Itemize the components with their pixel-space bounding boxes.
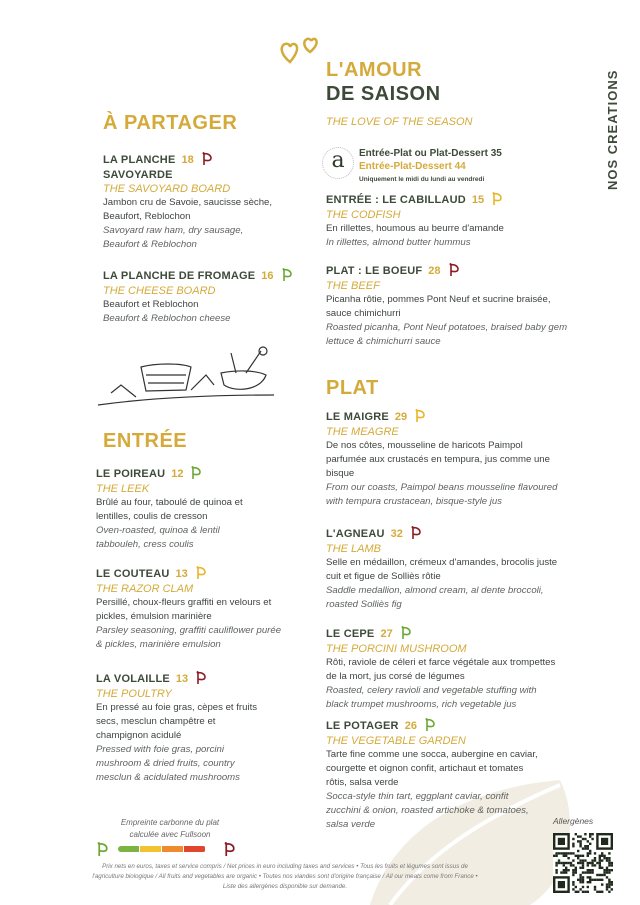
item-title-row xyxy=(96,671,261,687)
item-title-row xyxy=(326,526,566,542)
allergens-qr-code[interactable] xyxy=(553,833,613,893)
item-translation: Savoyard raw ham, dry sausage, Beaufort & Reblochon xyxy=(103,225,244,250)
title-line-2: DE SAISON xyxy=(326,83,441,105)
carbon-flag-icon xyxy=(202,152,213,165)
item-title: LE MAIGRE xyxy=(326,411,389,423)
item-title: LE POIREAU xyxy=(96,468,166,480)
carbon-flag-icon xyxy=(492,192,503,205)
subtitle: THE LOVE OF THE SEASON xyxy=(326,116,473,128)
item-price: 26 xyxy=(404,720,417,732)
item-english-name: THE SAVOYARD BOARD xyxy=(103,183,231,195)
item-english-name: THE LEEK xyxy=(96,483,150,495)
section-entree: ENTRÉE xyxy=(103,430,188,452)
item-description: Beaufort et Reblochon xyxy=(103,299,199,310)
menu-item xyxy=(326,192,576,250)
carbon-flag-icon xyxy=(196,671,207,684)
hearts-icon xyxy=(280,36,322,66)
title-line-1: L'AMOUR xyxy=(326,59,423,81)
item-title-row xyxy=(103,152,278,168)
carbon-flag-icon xyxy=(191,466,202,479)
menu-item xyxy=(96,671,261,785)
item-price: 28 xyxy=(428,265,441,277)
item-description: Jambon cru de Savoie, saucisse sèche, Beaufort, Reblochon xyxy=(103,197,273,222)
footer-notes xyxy=(40,862,530,892)
menu-item xyxy=(96,566,286,652)
item-translation: Beaufort & Reblochon cheese xyxy=(103,313,231,324)
item-title: LE CEPE xyxy=(326,628,375,640)
carbon-scale-segment xyxy=(162,846,183,852)
item-price: 18 xyxy=(181,154,194,166)
carbon-flag-icon xyxy=(449,263,460,276)
item-english-name: THE VEGETABLE GARDEN xyxy=(326,735,466,747)
carbon-flag-icon xyxy=(411,526,422,539)
item-translation: Parsley seasoning, graffiti cauliflower purée & pickles, marinière emulsion xyxy=(96,625,282,650)
item-title-row xyxy=(326,192,576,208)
item-title-row xyxy=(326,409,561,425)
item-title-row xyxy=(326,263,576,279)
item-english-name: THE PORCINI MUSHROOM xyxy=(326,643,467,655)
item-english-name: THE BEEF xyxy=(326,280,380,292)
item-title: LA PLANCHE DE FROMAGE xyxy=(103,270,256,282)
item-price: 15 xyxy=(471,194,485,206)
item-price: 32 xyxy=(390,528,403,540)
carbon-scale-bar xyxy=(118,846,206,852)
menu-item xyxy=(326,626,561,712)
carbon-line-2: calculée avec Fullsoon xyxy=(129,830,211,839)
item-description: En rillettes, houmous au beurre d'amande xyxy=(326,223,504,234)
side-label: NOS CREATIONS xyxy=(605,69,620,190)
item-translation: From our coasts, Paimpol beans mousseline flavoured with tempura crustacean, bisque-style jus xyxy=(326,482,558,507)
menu-item xyxy=(103,152,278,252)
item-title-row xyxy=(326,718,541,734)
section-partager: À PARTAGER xyxy=(103,112,238,134)
menu-item xyxy=(326,526,566,612)
menu-item xyxy=(326,718,541,832)
item-english-name: THE POULTRY xyxy=(96,688,172,700)
item-translation: In rillettes, almond butter hummus xyxy=(326,237,471,248)
item-translation: Pressed with foie gras, porcini mushroom & dried fruits, country mesclun & acidulated mushrooms xyxy=(96,744,240,783)
carbon-line-1: Empreinte carbonne du plat xyxy=(120,818,220,827)
item-title-row xyxy=(96,566,286,582)
item-title: L'AGNEAU xyxy=(326,528,385,540)
item-price: 29 xyxy=(394,411,408,423)
item-price: 27 xyxy=(380,628,393,640)
item-description: De nos côtes, mousseline de haricots Paimpol parfumée aux crustacés en tempura, jus comme une bisque xyxy=(326,440,550,479)
flag-green-icon xyxy=(97,842,109,856)
carbon-flag-icon xyxy=(415,409,426,422)
item-english-name: THE MEAGRE xyxy=(326,426,399,438)
item-price: 12 xyxy=(171,468,184,480)
item-description: Selle en médaillon, crémeux d'amandes, brocolis juste cuit et figue de Solliès rôtie xyxy=(326,557,558,582)
item-title: LE POTAGER xyxy=(326,720,399,732)
item-english-name: THE CODFISH xyxy=(326,209,401,221)
item-price: 13 xyxy=(175,673,189,685)
flag-red-icon xyxy=(224,842,236,856)
menu-item xyxy=(326,263,576,349)
menu-item xyxy=(96,466,266,552)
item-translation: Saddle medallion, almond cream, al dente broccoli, roasted Solliès fig xyxy=(326,585,544,610)
allergens-label: Allergènes xyxy=(553,816,594,826)
item-translation: Roasted picanha, Pont Neuf potatoes, braised baby gem lettuce & chimichurri sauce xyxy=(326,322,568,347)
carbon-flag-icon xyxy=(282,268,293,281)
item-description: En pressé au foie gras, cèpes et fruits secs, mesclun champêtre et champignon acidulé xyxy=(96,702,258,741)
item-english-name: THE RAZOR CLAM xyxy=(96,583,194,595)
item-translation: Oven-roasted, quinoa & lentil tabbouleh, cress coulis xyxy=(96,525,220,550)
carbon-scale-segment xyxy=(140,846,161,852)
item-title-row xyxy=(326,626,561,642)
item-translation: Roasted, celery ravioli and vegetable stuffing with black trumpet mushrooms, rich vegetable jus xyxy=(326,685,537,710)
footer-line-1: Prix nets en euros, taxes et service compris / Net prices in euro including taxes and services • Tous les fruits et légumes sont issus de xyxy=(102,863,468,870)
item-english-name: THE CHEESE BOARD xyxy=(103,285,216,297)
item-title-row xyxy=(96,466,266,482)
item-description: Persillé, choux-fleurs graffiti en velours et pickles, émulsion marinière xyxy=(96,597,272,622)
carbon-scale-segment xyxy=(184,846,205,852)
sharing-board-illustration xyxy=(96,345,276,410)
carbon-flag-icon xyxy=(401,626,412,639)
formula-logo: a xyxy=(322,147,354,179)
item-english-name: THE LAMB xyxy=(326,543,382,555)
menu-item xyxy=(326,409,561,509)
item-price: 13 xyxy=(175,568,188,580)
section-plat: PLAT xyxy=(326,377,379,399)
carbon-note xyxy=(100,817,240,841)
formula-line-1: Entrée-Plat ou Plat-Dessert 35 xyxy=(359,148,502,159)
item-price: 16 xyxy=(261,270,274,282)
carbon-flag-icon xyxy=(196,566,207,579)
item-title: LE COUTEAU xyxy=(96,568,170,580)
item-title: LA VOLAILLE xyxy=(96,673,170,685)
item-description: Tarte fine comme une socca, aubergine en caviar, courgette et oignon confit, artichaut et tomates rôtis, salsa verde xyxy=(326,749,538,788)
item-title: LA PLANCHE xyxy=(103,154,176,166)
item-description: Picanha rôtie, pommes Pont Neuf et sucrine braisée, sauce chimichurri xyxy=(326,294,551,319)
item-description: Rôti, raviole de céleri et farce végétale aux trompettes de la mort, jus corsé de légumes xyxy=(326,657,556,682)
item-description: Brûlé au four, taboulé de quinoa et lentilles, coulis de cresson xyxy=(96,497,243,522)
carbon-scale-segment xyxy=(118,846,139,852)
footer-line-3: Liste des allergènes disponible sur demande. xyxy=(222,883,348,890)
item-translation: Socca-style thin tart, eggplant caviar, confit zucchini & onion, roasted artichoke & tomatoes, salsa verde xyxy=(326,791,529,830)
formula-line-2: Entrée-Plat-Dessert 44 xyxy=(359,161,466,172)
item-title: ENTRÉE : LE CABILLAUD xyxy=(326,194,466,206)
item-title-row xyxy=(103,268,303,284)
formula-block xyxy=(359,147,502,186)
item-title-2: SAVOYARDE xyxy=(103,169,173,181)
item-title: PLAT : LE BOEUF xyxy=(326,265,423,277)
carbon-flag-icon xyxy=(425,718,436,731)
formula-line-3: Uniquement le midi du lundi au vendredi xyxy=(359,176,485,183)
menu-item xyxy=(103,268,303,326)
footer-line-2: l'agriculture biologique / All fruits and vegetables are organic • Toutes nos viandes sont d'origine française / All our meats come from France • xyxy=(92,873,478,880)
